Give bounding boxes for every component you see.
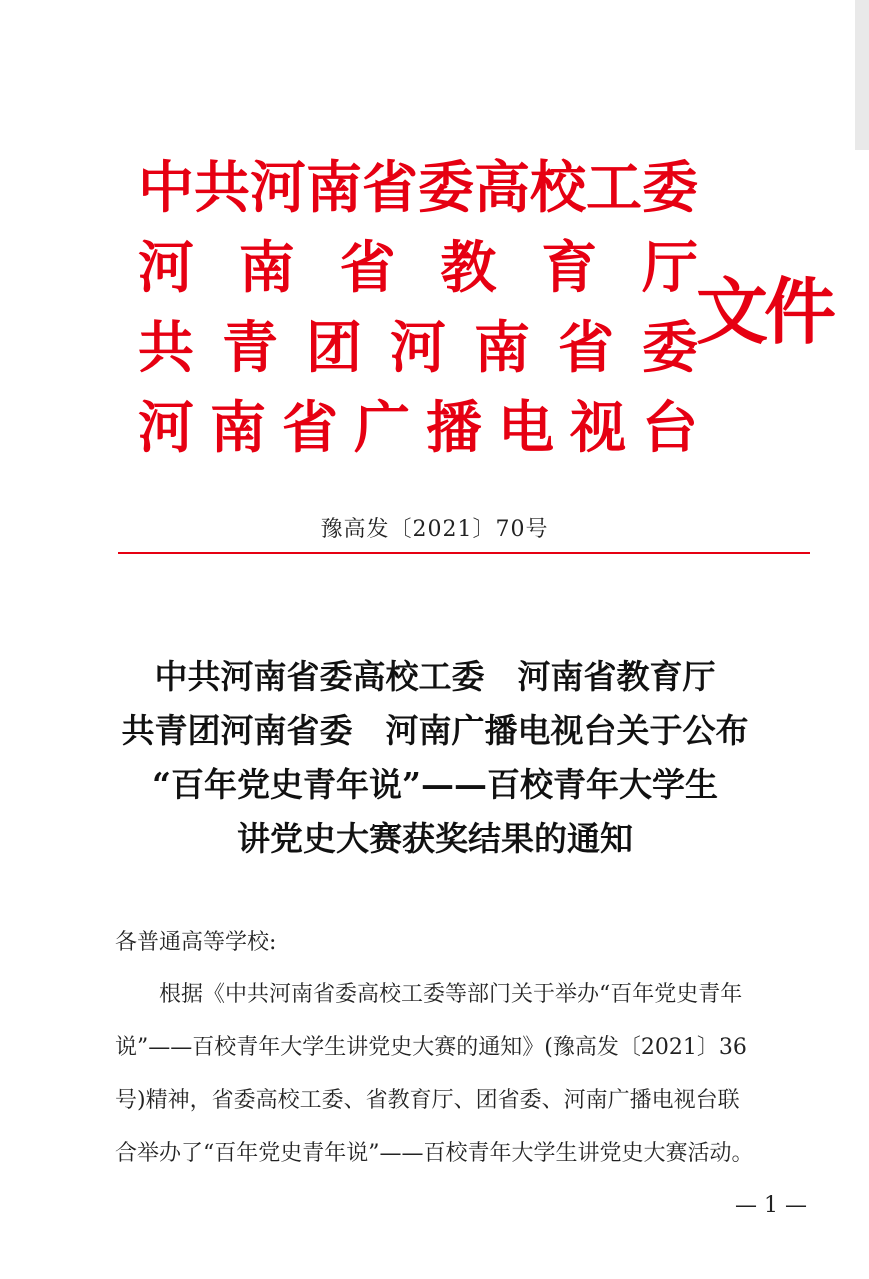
document-number: 豫高发〔2021〕70号 <box>320 517 549 542</box>
issuer-char: 工 <box>586 155 642 221</box>
issuer-char: 教 <box>440 235 497 301</box>
issuer-char: 委 <box>418 155 474 221</box>
issuer-char: 省 <box>558 315 614 381</box>
issuer-char: 高 <box>474 155 530 221</box>
issuer-char: 河 <box>138 395 194 461</box>
issuer-char: 省 <box>362 155 418 221</box>
issuer-char: 南 <box>474 315 530 381</box>
issuer-char: 省 <box>282 395 338 461</box>
issuer-char: 委 <box>642 155 698 221</box>
issuer-char: 播 <box>426 395 482 461</box>
issuer-char: 河 <box>250 155 306 221</box>
issuer-line-4 <box>138 388 698 468</box>
issuer-char: 校 <box>530 155 586 221</box>
issuer-char: 广 <box>354 395 410 461</box>
issuer-char: 南 <box>306 155 362 221</box>
issuer-char: 视 <box>570 395 626 461</box>
title-line: 讲党史大赛获奖结果的通知 <box>237 819 633 858</box>
scrollbar-strip <box>855 0 869 150</box>
title-line: “百年党史青年说”——百校青年大学生 <box>152 765 718 804</box>
issuer-char: 河 <box>138 235 194 301</box>
body-line: 说”——百校青年大学生讲党史大赛的通知》(豫高发〔2021〕36 <box>115 1035 747 1060</box>
issuer-line-2 <box>138 228 698 308</box>
issuer-char: 南 <box>238 235 295 301</box>
issuer-char: 委 <box>642 315 698 381</box>
issuer-char: 共 <box>194 155 250 221</box>
document-title <box>90 650 780 866</box>
title-line: 共青团河南省委 河南广播电视台关于公布 <box>121 711 749 750</box>
issuer-char: 电 <box>498 395 554 461</box>
page-number: — 1 — <box>735 1193 807 1218</box>
issuer-header <box>138 148 698 468</box>
issuer-char: 育 <box>541 235 598 301</box>
issuer-char: 台 <box>642 395 698 461</box>
issuer-char: 团 <box>306 315 362 381</box>
issuer-line-1 <box>138 148 698 228</box>
issuer-char: 厅 <box>641 235 698 301</box>
title-line: 中共河南省委高校工委 河南省教育厅 <box>154 657 716 696</box>
issuer-char: 省 <box>339 235 396 301</box>
body-line: 号)精神，省委高校工委、省教育厅、团省委、河南广播电视台联 <box>115 1088 740 1113</box>
issuer-char: 青 <box>222 315 278 381</box>
body-paragraph <box>115 968 815 1180</box>
issuer-char: 共 <box>138 315 194 381</box>
issuer-char: 中 <box>138 155 194 221</box>
body-line: 根据《中共河南省委高校工委等部门关于举办“百年党史青年 <box>159 982 743 1007</box>
document-suffix: 文件 <box>696 269 833 354</box>
issuer-line-3 <box>138 308 698 388</box>
red-divider <box>118 552 810 554</box>
body-line: 合举办了“百年党史青年说”——百校青年大学生讲党史大赛活动。 <box>115 1141 754 1166</box>
salutation: 各普通高等学校: <box>115 930 277 955</box>
issuer-char: 河 <box>390 315 446 381</box>
issuer-char: 南 <box>210 395 266 461</box>
